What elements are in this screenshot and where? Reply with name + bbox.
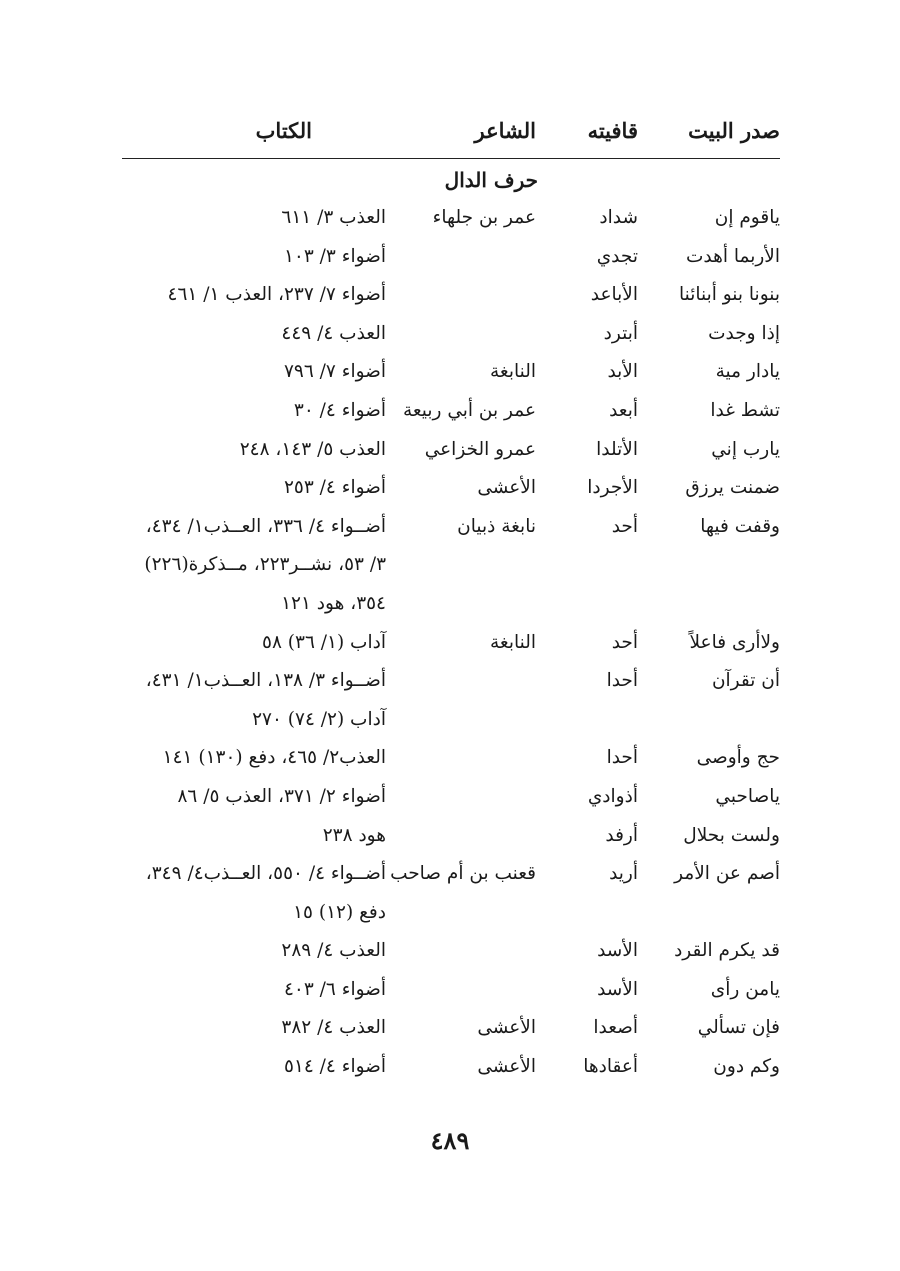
- book-reference-cell: العذب ٤/ ٢٨٩: [281, 940, 386, 962]
- book-reference-cell: العذب ٣/ ٦١١: [281, 207, 386, 228]
- book-reference-cell: دفع (١٢) ١٥: [293, 901, 386, 923]
- verse-opening-cell: الأربما أهدت: [685, 245, 780, 267]
- verse-opening-cell: يادار مية: [715, 361, 780, 383]
- table-row: [122, 396, 780, 435]
- table-row: [122, 589, 780, 628]
- rhyme-cell: شداد: [599, 207, 638, 228]
- table-header: [122, 118, 780, 159]
- table-row: [122, 782, 780, 821]
- rhyme-cell: الأسد: [597, 940, 638, 962]
- table-row: [122, 242, 780, 281]
- rhyme-cell: الأبد: [607, 361, 638, 383]
- book-reference-cell: أضواء ٧/ ٧٩٦: [283, 361, 386, 383]
- rhyme-cell: أصعدا: [593, 1017, 638, 1039]
- table-row: [122, 898, 780, 937]
- header-verse-opening: صدر البيت: [688, 118, 780, 143]
- verse-opening-cell: تشط غدا: [710, 399, 780, 421]
- book-reference-cell: أضواء ٦/ ٤٠٣: [283, 978, 386, 1000]
- book-reference-cell: العذب ٤/ ٤٤٩: [281, 322, 386, 344]
- book-reference-cell: أضواء ٣/ ١٠٣: [283, 245, 386, 267]
- verse-opening-cell: يامن رأى: [710, 978, 780, 1000]
- book-reference-cell: أضواء ٤/ ٣٠: [293, 399, 386, 421]
- rhyme-cell: أحدا: [606, 670, 638, 692]
- header-rhyme: قافيته: [587, 118, 638, 143]
- book-reference-cell: أضــواء ٤/ ٥٥٠، العــذب٤/ ٣٤٩،: [145, 863, 386, 885]
- verse-opening-cell: بنونا بنو أبنائنا: [678, 284, 780, 306]
- table-row: [122, 743, 780, 782]
- table-row: [122, 936, 780, 975]
- table-row: [122, 821, 780, 860]
- header-book: الكتاب: [255, 118, 312, 143]
- rhyme-cell: أحدا: [606, 747, 638, 769]
- rhyme-cell: أذوادي: [587, 785, 638, 807]
- book-reference-cell: العذب ٥/ ١٤٣، ٢٤٨: [239, 438, 386, 460]
- verse-opening-cell: ياقوم إن: [714, 207, 780, 228]
- poet-cell: النابغة: [490, 361, 536, 383]
- book-reference-cell: أضواء ٤/ ٢٥٣: [283, 477, 386, 499]
- rhyme-cell: أرفد: [605, 824, 638, 846]
- book-reference-cell: ٣/ ٥٣، نشــر٢٢٣، مــذكرة(٢٢٦): [144, 554, 386, 576]
- table-row: [122, 203, 780, 242]
- table-row: [122, 628, 780, 667]
- book-reference-cell: أضواء ٤/ ٥١٤: [283, 1056, 386, 1078]
- table-row: [122, 357, 780, 396]
- table-row: [122, 319, 780, 358]
- book-reference-cell: هود ٢٣٨: [322, 824, 386, 846]
- header-poet: الشاعر: [474, 118, 536, 143]
- rhyme-cell: الأتلدا: [596, 438, 638, 460]
- poet-cell: الأعشى: [477, 1056, 536, 1078]
- table-row: [122, 550, 780, 589]
- verse-opening-cell: ولست بحلال: [683, 824, 780, 846]
- book-reference-cell: أضــواء ٤/ ٣٣٦، العــذب١/ ٤٣٤،: [145, 515, 386, 537]
- book-reference-cell: ٣٥٤، هود ١٢١: [281, 592, 386, 614]
- poet-cell: الأعشى: [477, 1017, 536, 1039]
- table-row: [122, 975, 780, 1014]
- poet-cell: قعنب بن أم صاحب: [390, 863, 536, 885]
- poet-cell: عمر بن أبي ربيعة: [402, 399, 536, 421]
- verse-opening-cell: قد يكرم القرد: [674, 940, 780, 962]
- book-reference-cell: أضــواء ٣/ ١٣٨، العــذب١/ ٤٣١،: [145, 670, 386, 692]
- verse-opening-cell: إذا وجدت: [708, 322, 780, 344]
- table-row: [122, 435, 780, 474]
- table-row: [122, 1052, 780, 1091]
- rhyme-cell: أعقادها: [583, 1056, 638, 1078]
- book-reference-cell: آداب (٢/ ٧٤) ٢٧٠: [252, 708, 386, 730]
- rhyme-cell: أحد: [611, 631, 638, 653]
- page-number: ٤٨٩: [430, 1126, 470, 1155]
- rhyme-cell: الأباعد: [590, 284, 638, 306]
- poet-cell: نابغة ذبيان: [457, 515, 536, 537]
- section-title: حرف الدال: [444, 168, 538, 192]
- rhyme-cell: الأسد: [597, 978, 638, 1000]
- index-table-body: [122, 203, 780, 1091]
- verse-opening-cell: ضمنت يرزق: [685, 477, 780, 499]
- table-row: [122, 280, 780, 319]
- book-reference-cell: آداب (١/ ٣٦) ٥٨: [262, 631, 386, 653]
- rhyme-cell: أحد: [611, 515, 638, 537]
- verse-opening-cell: فإن تسألي: [697, 1017, 780, 1039]
- verse-opening-cell: ياصاحبي: [715, 785, 780, 807]
- book-reference-cell: أضواء ٢/ ٣٧١، العذب ٥/ ٨٦: [177, 785, 386, 807]
- table-row: [122, 473, 780, 512]
- rhyme-cell: الأجردا: [587, 477, 638, 499]
- book-reference-cell: العذب ٤/ ٣٨٢: [281, 1017, 386, 1039]
- rhyme-cell: أبترد: [603, 322, 638, 344]
- verse-opening-cell: حج وأوصى: [696, 747, 780, 769]
- book-reference-cell: العذب٢/ ٤٦٥، دفع (١٣٠) ١٤١: [162, 747, 386, 769]
- poet-cell: عمر بن جلهاء: [432, 207, 536, 228]
- table-row: [122, 666, 780, 705]
- rhyme-cell: أريد: [609, 863, 638, 885]
- verse-opening-cell: وقفت فيها: [700, 515, 780, 537]
- verse-opening-cell: يارب إني: [711, 438, 780, 460]
- verse-opening-cell: أصم عن الأمر: [674, 863, 780, 885]
- verse-opening-cell: ولاأرى فاعلاً: [689, 631, 780, 653]
- poet-cell: عمرو الخزاعي: [424, 438, 536, 460]
- table-row: [122, 705, 780, 744]
- verse-opening-cell: أن تقرآن: [711, 670, 780, 692]
- book-reference-cell: أضواء ٧/ ٢٣٧، العذب ١/ ٤٦١: [167, 284, 386, 306]
- poet-cell: الأعشى: [477, 477, 536, 499]
- poet-cell: النابغة: [490, 631, 536, 653]
- table-row: [122, 859, 780, 898]
- rhyme-cell: تجدي: [596, 245, 638, 267]
- table-row: [122, 512, 780, 551]
- table-row: [122, 1013, 780, 1052]
- verse-opening-cell: وكم دون: [713, 1056, 780, 1078]
- rhyme-cell: أبعد: [609, 399, 638, 421]
